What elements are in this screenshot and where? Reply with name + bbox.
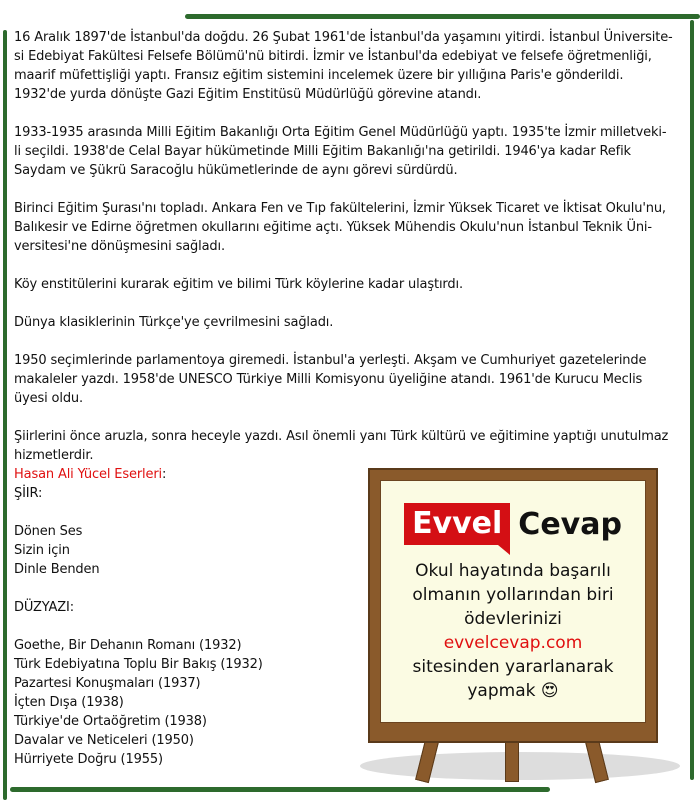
- poem-item: Dönen Ses: [14, 524, 83, 539]
- text-line: 16 Aralık 1897'de İstanbul'da doğdu. 26 Şubat 1961'de İstanbul'da yaşamını yitirdi. İstanbul Üniversite-: [14, 30, 673, 45]
- biography-paragraph: [14, 275, 673, 294]
- biography-paragraph: [14, 351, 673, 408]
- prose-label: DÜZYAZI:: [14, 600, 74, 615]
- text-line: Köy enstitülerini kurarak eğitim ve bilimi Türk köylerine kadar ulaştırdı.: [14, 277, 463, 292]
- text-line: si Edebiyat Fakültesi Felsefe Bölümü'nü bitirdi. İzmir ve İstanbul'da edebiyat ve felsefe öğretmenliği,: [14, 49, 652, 64]
- biography-paragraph: [14, 427, 673, 465]
- text-line: li seçildi. 1938'de Celal Bayar hükümetinde Milli Eğitim Bakanlığı'na getirildi. 1946'ya kadar Refik: [14, 144, 631, 159]
- text-line: hizmetlerdir.: [14, 448, 94, 463]
- top-border-stroke: [185, 14, 700, 19]
- bottom-border-stroke: [10, 787, 550, 792]
- text-line: 1933-1935 arasında Milli Eğitim Bakanlığı Orta Eğitim Genel Müdürlüğü yaptı. 1935'te İzmir milletveki-: [14, 125, 667, 140]
- prose-item: Türkiye'de Ortaöğretim (1938): [14, 714, 207, 729]
- biography-paragraph: [14, 28, 673, 104]
- left-border-stroke: [3, 30, 7, 800]
- prose-item: Türk Edebiyatına Toplu Bir Bakış (1932): [14, 657, 263, 672]
- sign-board: [380, 480, 646, 723]
- poem-item: Sizin için: [14, 543, 70, 558]
- text-line: maarif müfettişliği yaptı. Fransız eğitim sistemini incelemek üzere bir yıllığına Paris'e gönderildi.: [14, 68, 624, 83]
- text-line: 1932'de yurda dönüşte Gazi Eğitim Enstitüsü Müdürlüğü görevine atandı.: [14, 87, 482, 102]
- easel-shadow: [360, 752, 680, 780]
- text-line: Saydam ve Şükrü Saracoğlu hükümetlerinde de aynı görevi sürdürdü.: [14, 163, 458, 178]
- prose-item: Hürriyete Doğru (1955): [14, 752, 163, 767]
- easel-leg: [505, 740, 519, 782]
- prose-item: İçten Dışa (1938): [14, 695, 124, 710]
- text-line: Dünya klasiklerinin Türkçe'ye çevrilmesini sağladı.: [14, 315, 334, 330]
- poem-item: Dinle Benden: [14, 562, 100, 577]
- text-line: makaleler yazdı. 1958'de UNESCO Türkiye Milli Komisyonu üyeliğine atandı. 1961'de Kurucu Meclis: [14, 372, 643, 387]
- sign-message: Okul hayatında başarılı olmanın yollarından biri ödevlerinizi evvelcevap.com sitesinden yararlanarak yapmak 😍: [381, 559, 645, 703]
- right-border-stroke: [690, 20, 694, 780]
- biography-paragraph: [14, 199, 673, 256]
- biography-paragraph: [14, 123, 673, 180]
- text-line: Şiirlerini önce aruzla, sonra heceyle yazdı. Asıl önemli yanı Türk kültürü ve eğitimine yaptığı unutulmaz: [14, 429, 669, 444]
- biography: [14, 28, 673, 465]
- heart-eyes-emoji-icon: 😍: [540, 681, 559, 701]
- prose-item: Goethe, Bir Dehanın Romanı (1932): [14, 638, 242, 653]
- prose-item: Pazartesi Konuşmaları (1937): [14, 676, 201, 691]
- evvelcevap-logo: Evvel Cevap: [381, 503, 645, 545]
- poetry-label: ŞİIR:: [14, 486, 43, 501]
- advert-easel-sign: [368, 468, 658, 743]
- biography-paragraph: [14, 313, 673, 332]
- text-line: üyesi oldu.: [14, 391, 83, 406]
- prose-item: Davalar ve Neticeleri (1950): [14, 733, 194, 748]
- works-heading: Hasan Ali Yücel Eserleri:: [14, 467, 167, 482]
- text-line: Balıkesir ve Edirne öğretmen okullarını eğitime açtı. Yüksek Mühendis Okulu'nun İstanbul Teknik Üni-: [14, 220, 652, 235]
- text-line: 1950 seçimlerinde parlamentoya giremedi. İstanbul'a yerleşti. Akşam ve Cumhuriyet gazetelerinde: [14, 353, 647, 368]
- text-line: Birinci Eğitim Şurası'nı topladı. Ankara Fen ve Tıp fakültelerini, İzmir Yüksek Ticaret ve İktisat Okulu'nu,: [14, 201, 666, 216]
- text-line: versitesi'ne dönüşmesini sağladı.: [14, 239, 225, 254]
- site-url: evvelcevap.com: [443, 633, 583, 653]
